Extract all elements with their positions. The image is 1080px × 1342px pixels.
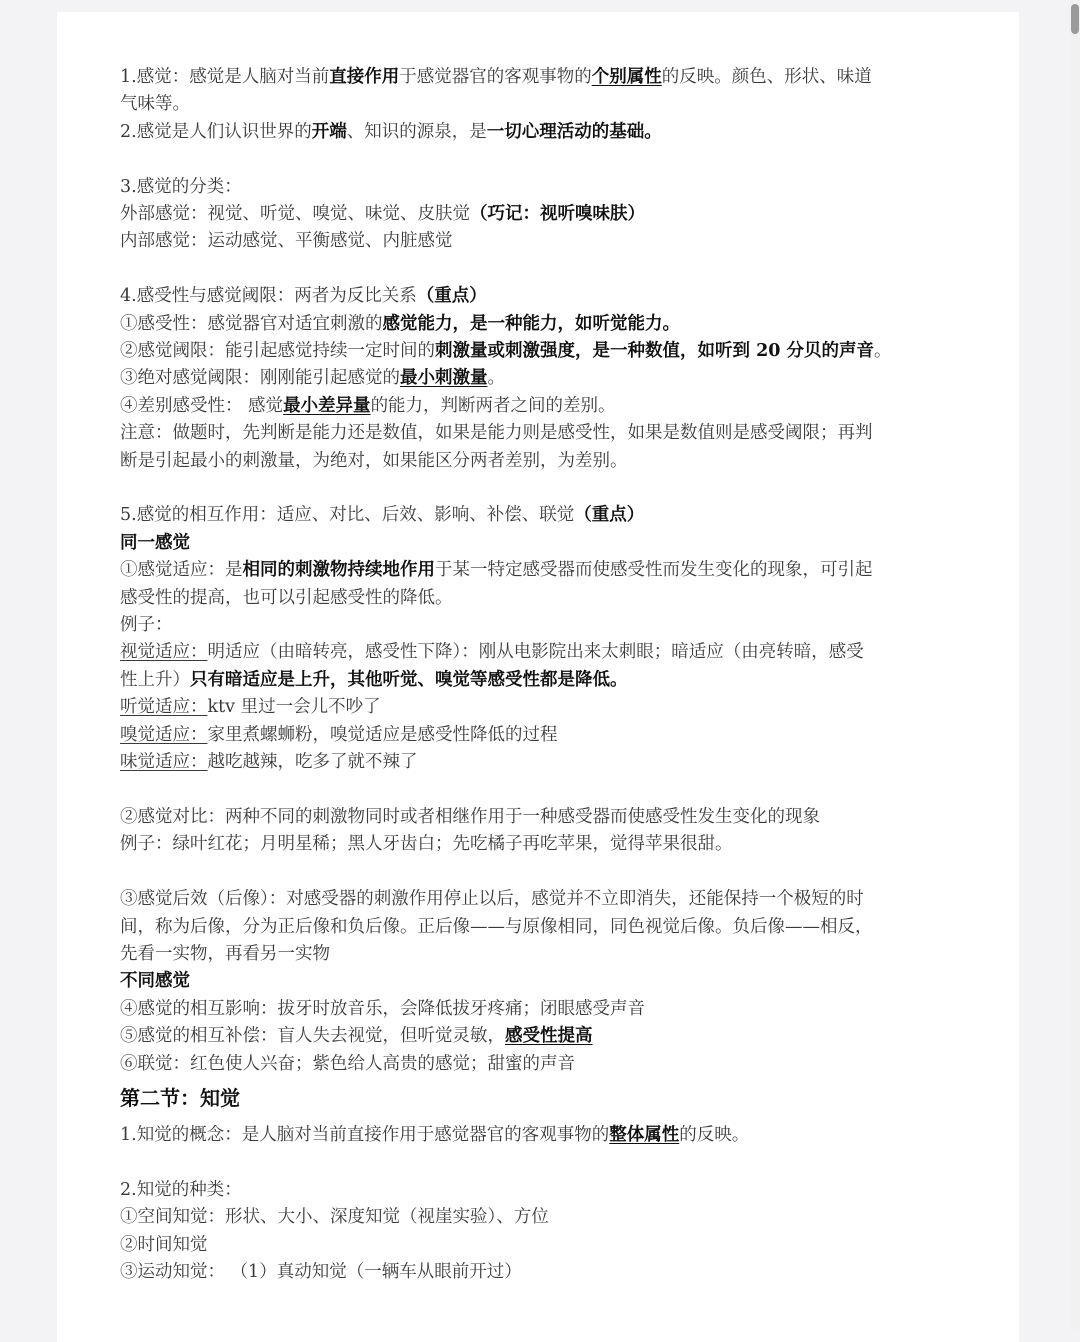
para-1-1	[120, 64, 955, 91]
s2-para-1	[120, 1122, 955, 1149]
text-segment: 3.感觉的分类：	[120, 176, 242, 197]
para-5-different	[120, 968, 955, 995]
para-5-3b	[120, 914, 955, 941]
text-segment: （巧记：视听嗅味肤）	[470, 204, 645, 225]
text-segment: 感受性提高	[505, 1026, 593, 1047]
text-segment: 1.知觉的概念：是人脑对当前直接作用于感觉器官的客观事物的	[120, 1124, 610, 1145]
text-segment: ③绝对感觉阈限：刚刚能引起感觉的	[120, 368, 400, 389]
para-3-internal	[120, 228, 955, 255]
para-5-visual-b	[120, 667, 955, 694]
blank-line	[120, 256, 955, 283]
text-segment: 越吃越辣，吃多了就不辣了	[207, 752, 418, 773]
para-4-title	[120, 283, 955, 310]
text-segment: ①空间知觉：形状、大小、深度知觉（视崖实验）、方位	[120, 1207, 549, 1228]
para-5-hearing	[120, 694, 955, 721]
text-segment: 一切心理活动的基础。	[486, 121, 662, 142]
para-2	[120, 119, 955, 146]
text-segment: 味觉适应：	[120, 752, 208, 773]
blank-line	[120, 777, 955, 804]
para-4-3	[120, 365, 955, 392]
text-segment: 最小差异量	[283, 395, 371, 416]
para-5-same	[120, 530, 955, 557]
para-5-2-example	[120, 831, 955, 858]
text-segment: 个别属性	[591, 67, 662, 87]
para-5-visual-a	[120, 639, 955, 666]
text-segment: 感受性的提高，也可以引起感受性的降低。	[120, 587, 453, 608]
text-segment: ③运动知觉： （1）真动知觉（一辆车从眼前开过）	[120, 1261, 522, 1282]
para-5-3a	[120, 886, 955, 913]
text-segment: 1.感觉：感觉是人脑对当前	[120, 67, 330, 87]
para-4-note-1	[120, 420, 955, 447]
para-5-4	[120, 996, 955, 1023]
text-segment: ①感觉适应：是	[120, 560, 243, 581]
blank-line	[120, 1149, 955, 1176]
text-segment: 于感觉器官的客观事物的	[399, 67, 592, 87]
text-segment: 家里煮螺蛳粉，嗅觉适应是感受性降低的过程	[207, 724, 558, 745]
text-segment: 外部感觉：视觉、听觉、嗅觉、味觉、皮肤觉	[120, 204, 470, 225]
text-segment: ⑥联觉：红色使人兴奋；紫色给人高贵的感觉；甜蜜的声音	[120, 1053, 575, 1074]
para-5-1b	[120, 585, 955, 612]
text-segment: 注意：做题时，先判断是能力还是数值，如果是能力则是感受性，如果是数值则是感受阈限；再判	[120, 423, 873, 444]
text-segment: 视觉适应：	[120, 642, 208, 663]
para-5-example	[120, 612, 955, 639]
text-segment: ④感觉的相互影响：拔牙时放音乐，会降低拔牙疼痛；闭眼感受声音	[120, 998, 645, 1019]
text-segment: ②感觉对比：两种不同的刺激物同时或者相继作用于一种感受器而使感受性发生变化的现象	[120, 806, 820, 827]
para-5-smell	[120, 722, 955, 749]
text-segment: 的能力，判断两者之间的差别。	[370, 395, 616, 416]
document-content	[120, 64, 955, 1286]
text-segment: ⑤感觉的相互补偿：盲人失去视觉，但听觉灵敏，	[120, 1026, 505, 1047]
text-segment: 4.感受性与感觉阈限：两者为反比关系	[120, 286, 417, 307]
text-segment: 整体属性	[609, 1124, 680, 1145]
para-5-5	[120, 1023, 955, 1050]
text-segment: 断是引起最小的刺激量，为绝对，如果能区分两者差别，为差别。	[120, 450, 628, 471]
text-segment: ②感觉阈限：能引起感觉持续一定时间的	[120, 341, 435, 362]
para-1-2	[120, 91, 955, 118]
text-segment: 2.感觉是人们认识世界的	[120, 121, 312, 142]
para-4-1	[120, 311, 955, 338]
text-segment: 听觉适应：	[120, 697, 208, 718]
blank-line	[120, 475, 955, 502]
text-segment: （重点）	[416, 286, 487, 307]
para-4-2	[120, 338, 955, 365]
text-segment: 的反映。	[679, 1124, 750, 1145]
s2-para-2-title	[120, 1177, 955, 1204]
para-5-1a	[120, 557, 955, 584]
text-segment: 5.感觉的相互作用：适应、对比、后效、影响、补偿、联觉	[120, 505, 575, 526]
text-segment: ②时间知觉	[120, 1234, 208, 1255]
para-5-2	[120, 804, 955, 831]
s2-para-2-2	[120, 1232, 955, 1259]
text-segment: 感觉能力，是一种能力，如听觉能力。	[382, 313, 680, 334]
text-segment: 明适应（由暗转亮，感受性下降）：刚从电影院出来太刺眼；暗适应（由亮转暗，感受	[207, 642, 864, 663]
para-4-4	[120, 393, 955, 420]
para-3-external	[120, 201, 955, 228]
text-segment: ①感受性：感觉器官对适宜刺激的	[120, 313, 383, 334]
text-segment: 。	[874, 341, 892, 362]
text-segment: 的反映。颜色、形状、味道	[661, 67, 872, 87]
scrollbar[interactable]	[1070, 0, 1080, 1331]
blank-line	[120, 859, 955, 886]
s2-para-2-1	[120, 1204, 955, 1231]
para-4-note-2	[120, 448, 955, 475]
text-segment: 第二节：知觉	[120, 1085, 240, 1110]
text-segment: 先看一实物，再看另一实物	[120, 943, 330, 964]
text-segment: 最小刺激量	[400, 368, 488, 389]
text-segment: 不同感觉	[120, 971, 190, 992]
text-segment: 直接作用	[329, 67, 400, 87]
text-segment: 例子：	[120, 615, 173, 636]
blank-line	[120, 146, 955, 173]
text-segment: 、知识的源泉，是	[346, 121, 487, 142]
text-segment: 开端	[311, 121, 347, 142]
text-segment: 只有暗适应是上升，其他听觉、嗅觉等感受性都是降低。	[190, 669, 628, 690]
para-5-taste	[120, 749, 955, 776]
text-segment: 相同的刺激物持续地作用	[242, 560, 435, 581]
text-segment: 刺激量或刺激强度，是一种数值，如听到 20 分贝的声音	[435, 341, 875, 362]
para-5-6	[120, 1051, 955, 1078]
scrollbar-thumb[interactable]	[1071, 4, 1079, 34]
text-segment: 。	[487, 368, 505, 389]
text-segment: 嗅觉适应：	[120, 724, 208, 745]
text-segment: 2.知觉的种类：	[120, 1179, 242, 1200]
text-segment: （重点）	[574, 505, 645, 526]
text-segment: 同一感觉	[120, 532, 190, 553]
text-segment: ④差别感受性： 感觉	[120, 395, 284, 416]
para-5-title	[120, 502, 955, 529]
text-segment: 例子：绿叶红花；月明星稀；黑人牙齿白；先吃橘子再吃苹果，觉得苹果很甜。	[120, 834, 733, 855]
para-3-title	[120, 174, 955, 201]
text-segment: ③感觉后效（后像）：对感受器的刺激作用停止以后，感觉并不立即消失，还能保持一个极短的时	[120, 889, 864, 910]
section-2-heading	[120, 1082, 955, 1114]
text-segment: 间，称为后像，分为正后像和负后像。正后像——与原像相同，同色视觉后像。负后像——相反，	[120, 916, 873, 937]
para-5-3c	[120, 941, 955, 968]
text-segment: 气味等。	[120, 94, 190, 115]
text-segment: 内部感觉：运动感觉、平衡感觉、内脏感觉	[120, 231, 453, 252]
text-segment: 性上升）	[120, 669, 190, 690]
text-segment: 于某一特定感受器而使感受性而发生变化的现象，可引起	[435, 560, 873, 581]
text-segment: ktv 里过一会儿不吵了	[207, 697, 381, 718]
s2-para-2-3	[120, 1259, 955, 1286]
